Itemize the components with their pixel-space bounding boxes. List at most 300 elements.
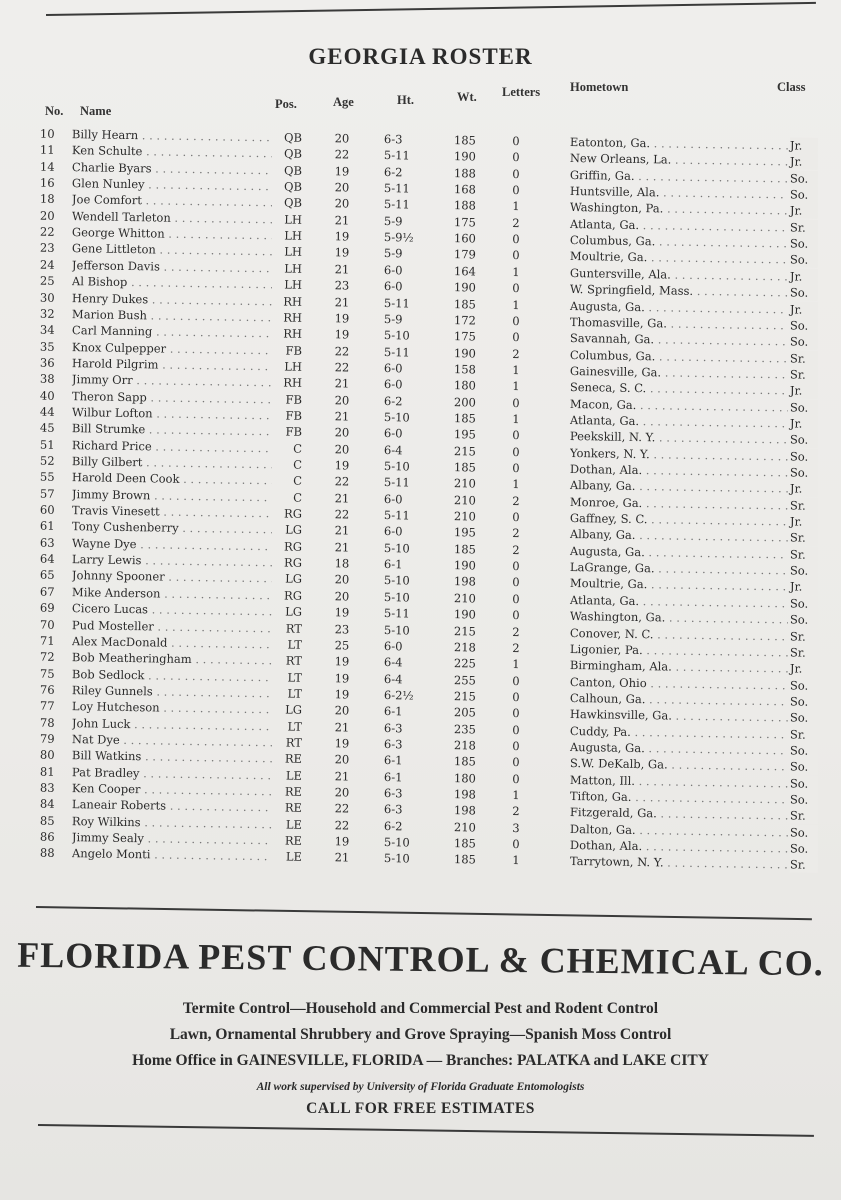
player-class: So. bbox=[790, 840, 818, 856]
player-height: 6-0 bbox=[383, 638, 403, 654]
player-weight: 210 bbox=[453, 590, 477, 606]
player-hometown: Cuddy, Pa. . . . bbox=[570, 723, 788, 742]
player-class: So. bbox=[790, 170, 818, 186]
player-hometown: Macon, Ga. . . . bbox=[570, 396, 788, 415]
player-position: C bbox=[293, 457, 303, 472]
player-name: Alex MacDonald . . . bbox=[72, 633, 272, 652]
player-letters: 0 bbox=[512, 689, 520, 705]
player-age: 21 bbox=[334, 719, 350, 735]
player-letters: 3 bbox=[512, 820, 520, 835]
player-class: So. bbox=[790, 334, 818, 350]
player-name: Johnny Spooner . . . bbox=[72, 568, 272, 587]
player-weight: 188 bbox=[453, 198, 477, 213]
header-hometown: Hometown bbox=[570, 80, 629, 94]
player-weight: 198 bbox=[453, 787, 477, 802]
player-letters: 2 bbox=[512, 804, 520, 819]
player-height: 6-2 bbox=[383, 164, 403, 180]
player-number: 55 bbox=[39, 469, 55, 485]
player-name: Cicero Lucas . . . bbox=[72, 600, 272, 619]
player-weight: 190 bbox=[453, 558, 477, 573]
header-class: Class bbox=[777, 80, 806, 94]
player-position: LH bbox=[284, 261, 303, 276]
player-number: 57 bbox=[39, 486, 55, 501]
player-name: Bob Meatheringham . . . bbox=[72, 649, 272, 668]
player-weight: 210 bbox=[453, 492, 477, 508]
player-name: Al Bishop . . . bbox=[72, 273, 272, 292]
player-position: LH bbox=[284, 228, 303, 243]
player-hometown: LaGrange, Ga. . . . bbox=[570, 559, 788, 578]
player-height: 5-9 bbox=[383, 246, 403, 261]
player-letters: 0 bbox=[512, 395, 520, 410]
player-hometown: Gainesville, Ga. . . . bbox=[570, 363, 788, 382]
player-position: LT bbox=[287, 670, 303, 685]
player-weight: 168 bbox=[453, 182, 477, 197]
player-letters: 0 bbox=[512, 837, 520, 852]
player-letters: 0 bbox=[512, 706, 520, 721]
player-height: 5-10 bbox=[383, 589, 410, 605]
player-class: Sr. bbox=[790, 350, 818, 366]
player-class: Jr. bbox=[790, 154, 818, 170]
player-number: 78 bbox=[39, 715, 55, 730]
player-position: RG bbox=[283, 588, 303, 603]
player-hometown: Matton, Ill. . . . bbox=[570, 772, 788, 791]
player-letters: 2 bbox=[512, 624, 520, 639]
player-number: 45 bbox=[39, 420, 55, 436]
player-position: RE bbox=[284, 751, 303, 767]
player-letters: 0 bbox=[512, 248, 520, 263]
player-hometown: Thomasville, Ga. . . . bbox=[570, 314, 788, 333]
player-weight: 235 bbox=[453, 721, 477, 737]
player-age: 22 bbox=[334, 474, 350, 489]
player-age: 21 bbox=[334, 850, 350, 865]
player-position: LH bbox=[284, 212, 303, 227]
player-class: Jr. bbox=[790, 301, 818, 317]
player-number: 34 bbox=[39, 322, 55, 338]
player-height: 6-0 bbox=[383, 377, 403, 392]
player-number: 83 bbox=[39, 780, 55, 795]
player-number: 64 bbox=[39, 551, 55, 566]
player-age: 21 bbox=[334, 490, 350, 506]
player-number: 72 bbox=[39, 649, 55, 665]
player-name: Billy Hearn . . . bbox=[72, 126, 272, 145]
player-height: 6-0 bbox=[383, 262, 403, 278]
player-hometown: New Orleans, La. . . . bbox=[570, 150, 788, 169]
player-age: 21 bbox=[334, 523, 350, 538]
player-number: 35 bbox=[39, 339, 55, 354]
player-name: Loy Hutcheson . . . bbox=[72, 698, 272, 717]
player-letters: 0 bbox=[512, 166, 520, 181]
player-weight: 195 bbox=[453, 427, 477, 442]
player-number: 88 bbox=[39, 846, 55, 861]
player-weight: 210 bbox=[453, 476, 477, 491]
player-position: C bbox=[293, 441, 303, 456]
player-letters: 0 bbox=[512, 608, 520, 623]
player-weight: 185 bbox=[453, 541, 477, 557]
player-class: So. bbox=[790, 186, 818, 202]
player-age: 19 bbox=[334, 670, 350, 686]
player-height: 5-10 bbox=[383, 573, 410, 588]
player-name: Ken Cooper . . . bbox=[72, 780, 272, 799]
player-letters: 2 bbox=[512, 346, 520, 361]
player-name: Wendell Tarleton . . . bbox=[72, 208, 272, 227]
player-height: 5-11 bbox=[383, 475, 410, 490]
player-hometown: Washington, Ga. . . . bbox=[570, 608, 788, 627]
player-height: 6-3 bbox=[383, 786, 403, 801]
player-name: Gene Littleton . . . bbox=[72, 241, 272, 260]
player-age: 20 bbox=[334, 131, 350, 146]
player-class: Jr. bbox=[790, 661, 818, 677]
player-height: 5-11 bbox=[383, 295, 410, 310]
player-letters: 0 bbox=[512, 461, 520, 476]
player-height: 5-11 bbox=[383, 181, 410, 196]
player-number: 30 bbox=[39, 290, 55, 305]
player-name: Riley Gunnels . . . bbox=[72, 682, 272, 701]
player-weight: 198 bbox=[453, 574, 477, 589]
player-height: 5-10 bbox=[383, 459, 410, 474]
player-name: Theron Sapp . . . bbox=[72, 388, 272, 407]
player-age: 19 bbox=[334, 736, 350, 751]
player-number: 22 bbox=[39, 224, 55, 239]
player-letters: 0 bbox=[512, 330, 520, 345]
player-letters: 0 bbox=[512, 559, 520, 574]
player-weight: 158 bbox=[453, 362, 477, 377]
player-name: Jefferson Davis . . . bbox=[72, 257, 272, 276]
player-age: 20 bbox=[334, 703, 350, 718]
player-age: 20 bbox=[334, 572, 350, 587]
player-hometown: Birmingham, Ala. . . . bbox=[570, 657, 788, 676]
player-hometown: Monroe, Ga. . . . bbox=[570, 494, 788, 513]
player-name: Wayne Dye . . . bbox=[72, 535, 272, 554]
player-hometown: Calhoun, Ga. . . . bbox=[570, 690, 788, 709]
player-number: 60 bbox=[39, 502, 55, 517]
player-weight: 180 bbox=[453, 378, 477, 393]
player-letters: 0 bbox=[512, 575, 520, 590]
player-name: Jimmy Sealy . . . bbox=[72, 829, 272, 848]
player-age: 20 bbox=[334, 785, 350, 800]
player-name: Henry Dukes . . . bbox=[72, 290, 272, 309]
player-name: Joe Comfort . . . bbox=[72, 192, 272, 211]
player-position: FB bbox=[285, 424, 303, 440]
player-number: 10 bbox=[39, 126, 55, 141]
player-height: 5-10 bbox=[383, 622, 410, 637]
player-number: 36 bbox=[39, 355, 55, 370]
player-age: 25 bbox=[334, 638, 350, 653]
player-age: 19 bbox=[334, 327, 350, 342]
player-number: 85 bbox=[39, 813, 55, 828]
player-number: 44 bbox=[39, 404, 55, 419]
player-name: Bill Watkins . . . bbox=[72, 747, 272, 766]
player-age: 19 bbox=[334, 311, 350, 326]
player-number: 32 bbox=[39, 306, 55, 321]
player-number: 65 bbox=[39, 568, 55, 583]
player-height: 6-3 bbox=[383, 802, 403, 817]
player-letters: 0 bbox=[512, 722, 520, 737]
player-class: Jr. bbox=[790, 383, 818, 399]
player-weight: 215 bbox=[453, 443, 477, 459]
player-age: 21 bbox=[334, 540, 350, 555]
player-class: Jr. bbox=[790, 481, 818, 497]
player-weight: 185 bbox=[453, 852, 477, 867]
ad-bottom-rule bbox=[38, 1124, 814, 1137]
player-weight: 175 bbox=[453, 214, 477, 230]
player-name: Larry Lewis . . . bbox=[72, 551, 272, 570]
player-name: Glen Nunley . . . bbox=[72, 175, 272, 194]
player-height: 6-0 bbox=[383, 279, 403, 294]
player-height: 6-0 bbox=[383, 360, 403, 376]
player-name: Charlie Byars . . . bbox=[72, 159, 272, 178]
player-hometown: Canton, Ohio . . . bbox=[570, 674, 788, 693]
ad-company-name: FLORIDA PEST CONTROL & CHEMICAL CO. bbox=[17, 934, 824, 984]
player-height: 5-11 bbox=[383, 344, 410, 359]
player-hometown: Dalton, Ga. . . . bbox=[570, 821, 788, 840]
player-position: RE bbox=[284, 800, 303, 816]
player-hometown: Eatonton, Ga. . . . bbox=[570, 134, 788, 153]
player-hometown: Tarrytown, N. Y. . . . bbox=[570, 853, 788, 872]
player-position: LH bbox=[284, 244, 303, 260]
player-age: 20 bbox=[334, 752, 350, 767]
player-hometown: Albany, Ga. . . . bbox=[570, 477, 788, 496]
player-age: 19 bbox=[334, 654, 350, 669]
player-position: RG bbox=[283, 555, 303, 570]
player-name: Knox Culpepper . . . bbox=[72, 339, 272, 358]
player-hometown: Yonkers, N. Y. . . . bbox=[570, 445, 788, 464]
player-letters: 0 bbox=[512, 444, 520, 459]
player-height: 5-11 bbox=[383, 197, 410, 212]
player-name: Marion Bush . . . bbox=[72, 306, 272, 325]
player-name: Harold Pilgrim . . . bbox=[72, 355, 272, 374]
player-class: So. bbox=[790, 742, 818, 758]
player-weight: 185 bbox=[453, 296, 477, 311]
player-hometown: S.W. DeKalb, Ga. . . . bbox=[570, 755, 788, 774]
player-letters: 1 bbox=[512, 362, 520, 378]
player-weight: 179 bbox=[453, 247, 477, 262]
player-hometown: Gaffney, S. C. . . . bbox=[570, 510, 788, 529]
player-position: FB bbox=[285, 343, 303, 358]
player-letters: 1 bbox=[512, 199, 520, 214]
player-position: QB bbox=[283, 195, 303, 211]
player-hometown: Atlanta, Ga. . . . bbox=[570, 412, 788, 431]
player-letters: 1 bbox=[512, 411, 520, 427]
player-height: 6-4 bbox=[383, 655, 403, 670]
player-age: 19 bbox=[334, 834, 350, 849]
player-age: 20 bbox=[334, 589, 350, 604]
player-name: Laneair Roberts . . . bbox=[72, 796, 272, 815]
player-weight: 175 bbox=[453, 329, 477, 344]
player-position: C bbox=[293, 473, 303, 489]
player-number: 61 bbox=[39, 519, 55, 534]
player-age: 19 bbox=[334, 605, 350, 620]
player-age: 22 bbox=[334, 507, 350, 522]
player-name: George Whitton . . . bbox=[72, 224, 272, 243]
player-position: RH bbox=[283, 375, 303, 390]
top-rule bbox=[46, 2, 816, 16]
player-weight: 185 bbox=[453, 754, 477, 769]
player-class: So. bbox=[790, 252, 818, 268]
player-class: So. bbox=[790, 791, 818, 807]
player-number: 40 bbox=[39, 388, 55, 403]
player-letters: 0 bbox=[512, 183, 520, 198]
player-letters: 1 bbox=[512, 853, 520, 868]
header-letters: Letters bbox=[502, 85, 541, 99]
player-class: Jr. bbox=[790, 513, 818, 529]
player-age: 22 bbox=[334, 817, 350, 833]
player-letters: 2 bbox=[512, 542, 520, 557]
player-letters: 0 bbox=[512, 673, 520, 688]
player-number: 24 bbox=[39, 257, 55, 272]
player-weight: 205 bbox=[453, 705, 477, 720]
player-height: 6-3 bbox=[383, 736, 403, 752]
player-position: RT bbox=[285, 735, 303, 750]
player-class: So. bbox=[790, 775, 818, 791]
player-number: 16 bbox=[39, 175, 55, 190]
player-number: 67 bbox=[39, 584, 55, 599]
player-weight: 190 bbox=[453, 345, 477, 361]
player-age: 21 bbox=[334, 262, 350, 277]
player-hometown: Tifton, Ga. . . . bbox=[570, 788, 788, 807]
player-name: Carl Manning . . . bbox=[72, 322, 272, 341]
player-position: RG bbox=[283, 539, 303, 554]
player-height: 6-0 bbox=[383, 426, 403, 441]
player-height: 5-11 bbox=[383, 508, 410, 523]
player-height: 5-10 bbox=[383, 328, 410, 343]
header-pos: Pos. bbox=[275, 97, 297, 111]
player-letters: 1 bbox=[512, 379, 520, 394]
player-weight: 210 bbox=[453, 509, 477, 524]
player-hometown: Conover, N. C. . . . bbox=[570, 624, 788, 643]
player-weight: 215 bbox=[453, 689, 477, 704]
player-age: 22 bbox=[334, 343, 350, 359]
player-position: LH bbox=[284, 359, 303, 374]
player-number: 11 bbox=[39, 142, 55, 158]
player-weight: 185 bbox=[453, 460, 477, 475]
player-height: 5-11 bbox=[383, 606, 410, 621]
ad-line-estimates: CALL FOR FREE ESTIMATES bbox=[306, 1100, 535, 1117]
player-letters: 0 bbox=[512, 510, 520, 525]
ad-line-home-office: Home Office in GAINESVILLE, FLORIDA — Branches: PALATKA and LAKE CITY bbox=[132, 1052, 709, 1069]
player-height: 6-1 bbox=[383, 769, 403, 784]
player-letters: 2 bbox=[512, 215, 520, 230]
player-position: RH bbox=[283, 293, 303, 309]
player-name: Bill Strumke . . . bbox=[72, 420, 272, 439]
player-number: 81 bbox=[39, 764, 55, 779]
player-weight: 185 bbox=[453, 411, 477, 426]
player-number: 71 bbox=[39, 633, 55, 648]
player-class: Sr. bbox=[790, 219, 818, 235]
player-class: So. bbox=[790, 563, 818, 579]
player-name: Tony Cushenberry . . . bbox=[72, 519, 272, 538]
player-number: 80 bbox=[39, 747, 55, 763]
player-height: 6-2 bbox=[383, 393, 403, 408]
player-name: Angelo Monti . . . bbox=[72, 846, 272, 865]
player-name: Harold Deen Cook . . . bbox=[72, 469, 272, 488]
player-position: LE bbox=[285, 768, 303, 783]
player-letters: 0 bbox=[512, 232, 520, 247]
player-position: RG bbox=[283, 506, 303, 521]
player-height: 6-1 bbox=[383, 753, 403, 768]
player-age: 20 bbox=[334, 425, 350, 440]
player-hometown: Peekskill, N. Y. . . . bbox=[570, 428, 788, 447]
player-hometown: Dothan, Ala. . . . bbox=[570, 837, 788, 856]
player-name: Mike Anderson . . . bbox=[72, 584, 272, 603]
player-letters: 1 bbox=[512, 788, 520, 803]
player-position: LT bbox=[287, 686, 303, 701]
player-class: So. bbox=[790, 448, 818, 464]
player-position: QB bbox=[283, 146, 303, 162]
player-letters: 0 bbox=[512, 150, 520, 165]
player-class: Jr. bbox=[790, 203, 818, 219]
player-age: 21 bbox=[334, 409, 350, 424]
player-class: So. bbox=[790, 432, 818, 448]
player-number: 84 bbox=[39, 796, 55, 812]
player-hometown: Washington, Pa. . . . bbox=[570, 199, 788, 218]
player-age: 19 bbox=[334, 229, 350, 244]
player-position: QB bbox=[283, 130, 303, 145]
player-height: 6-1 bbox=[383, 557, 403, 572]
player-age: 22 bbox=[334, 360, 350, 375]
player-class: Sr. bbox=[790, 857, 818, 873]
page-title: GEORGIA ROSTER bbox=[308, 44, 533, 69]
player-age: 19 bbox=[334, 458, 350, 473]
player-height: 6-1 bbox=[383, 704, 403, 719]
player-weight: 200 bbox=[453, 394, 477, 410]
player-height: 5-10 bbox=[383, 540, 410, 556]
player-number: 23 bbox=[39, 241, 55, 256]
player-position: RE bbox=[284, 833, 303, 848]
player-hometown: Griffin, Ga. . . . bbox=[570, 167, 788, 186]
player-weight: 185 bbox=[453, 133, 477, 148]
player-height: 6-3 bbox=[383, 132, 403, 147]
player-position: QB bbox=[283, 179, 303, 194]
player-position: LG bbox=[285, 571, 303, 587]
player-age: 21 bbox=[334, 768, 350, 784]
player-class: Jr. bbox=[790, 268, 818, 284]
player-class: So. bbox=[790, 285, 818, 301]
player-name: Jimmy Orr . . . bbox=[72, 371, 272, 390]
player-height: 5-10 bbox=[383, 409, 410, 425]
player-class: Sr. bbox=[790, 644, 818, 660]
player-position: QB bbox=[283, 163, 303, 178]
player-height: 5-11 bbox=[383, 148, 410, 163]
player-letters: 1 bbox=[512, 657, 520, 672]
player-number: 20 bbox=[39, 208, 55, 223]
player-letters: 1 bbox=[512, 477, 520, 492]
player-position: LE bbox=[285, 817, 303, 832]
player-age: 20 bbox=[334, 180, 350, 195]
player-weight: 255 bbox=[453, 672, 477, 688]
player-hometown: Columbus, Ga. . . . bbox=[570, 232, 788, 251]
player-name: Roy Wilkins . . . bbox=[72, 813, 272, 832]
player-number: 63 bbox=[39, 535, 55, 550]
player-letters: 0 bbox=[512, 755, 520, 770]
player-class: So. bbox=[790, 317, 818, 333]
player-age: 23 bbox=[334, 278, 350, 293]
player-age: 23 bbox=[334, 621, 350, 636]
player-weight: 164 bbox=[453, 263, 477, 279]
player-class: Sr. bbox=[790, 546, 818, 562]
player-number: 69 bbox=[39, 600, 55, 615]
player-number: 51 bbox=[39, 437, 55, 452]
player-number: 70 bbox=[39, 617, 55, 632]
player-name: Jimmy Brown . . . bbox=[72, 486, 272, 505]
player-letters: 0 bbox=[512, 281, 520, 296]
player-age: 20 bbox=[334, 441, 350, 457]
player-position: LE bbox=[285, 849, 303, 865]
player-number: 77 bbox=[39, 698, 55, 714]
player-hometown: Huntsville, Ala. . . . bbox=[570, 183, 788, 202]
player-class: So. bbox=[790, 693, 818, 709]
player-position: LT bbox=[287, 719, 303, 734]
player-number: 14 bbox=[39, 159, 55, 174]
